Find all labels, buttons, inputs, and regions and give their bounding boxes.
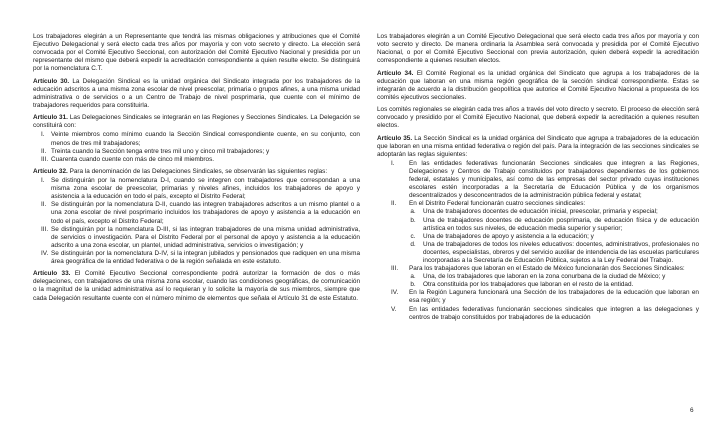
list-item (33, 131, 360, 147)
sub-item-letter: b. (410, 216, 416, 224)
article-30 (33, 78, 360, 110)
sub-item (403, 208, 699, 216)
list-item (33, 148, 360, 156)
list-item (33, 226, 360, 250)
item-number: I. (41, 177, 45, 185)
paragraph: Los trabajadores elegirán a un Comité Ejecutivo Delegacional que será electo cada tres años por mayoría y con voto secreto y directo. De manera ordinaria la Asamblea será convocada y presidida por el Comité Ejecutivo Nacional, o por el Comité Ejecutivo Seccional con previa autorización, quien deberá expedir la acreditación correspondiente a quienes resulten electos. (377, 33, 699, 65)
article-label: Artículo 30. (33, 77, 70, 85)
item-text: Se distinguirán por la nomenclatura D-III, si las integran trabajadores de una misma unidad administrativa, de servicios o investigación. Para el Distrito Federal por el personal de apoyo y asistencia a la educación adscrito a una zona escolar, un plantel, unidad administrativa, servicios o investigación; y (51, 225, 360, 249)
article-32 (33, 168, 360, 176)
article-label: Artículo 35. (377, 134, 413, 142)
item-text: Treinta cuando la Sección tenga entre tres mil uno y cinco mil trabajadores; y (51, 147, 270, 155)
item-text: Se distinguirán por la nomenclatura D-IV, si la integran jubilados y pensionados que radiquen en una misma área geográfica de la entidad federativa o de la región señalada en este estatuto. (51, 249, 360, 265)
list-item (33, 177, 360, 201)
list-item (377, 306, 699, 322)
sub-item-letter: c. (410, 232, 416, 240)
article-32-list (33, 177, 360, 266)
item-number: II. (391, 200, 397, 208)
article-33 (33, 270, 360, 302)
article-label: Artículo 32. (33, 167, 68, 175)
sub-item-text: Una de trabajadores de todos los niveles educativos: docentes, administrativos, profesionales no docentes, especialistas, obreros y del servicio auxiliar de intendencia de las escuelas particulares incorporadas a la Secretaría de Educación Pública, sujetos a la Ley Federal del Trabajo. (423, 240, 700, 264)
list-item (33, 201, 360, 225)
sub-item-text: Una de trabajadores docentes de educación posprimaria, de educación física y de educación artística en todos sus niveles, de educación media superior y superior; (423, 216, 699, 232)
sub-item-text: Otra constituida por los trabajadores que laboran en el resto de la entidad. (423, 281, 634, 289)
sub-item (403, 273, 699, 281)
left-column (33, 33, 360, 307)
sub-item (403, 233, 699, 241)
item-text: Se distinguirán por la nomenclatura D-I, cuando se integren con trabajadores que correspondan a una misma zona escolar de preescolar, primarias y niveles afines, incluidos los trabajadores de apoyo y asistencia a la educación en todo el país, excepto el Distrito Federal; (51, 177, 360, 201)
article-text: La Sección Sindical es la unidad orgánica del Sindicato que agrupa a trabajadores de la educación que laboran en una misma entidad federativa o región del país. Para la integración de las secciones sindicales se adoptarán las reglas siguientes: (377, 134, 699, 158)
list-item (377, 160, 699, 200)
item-text: En el Distrito Federal funcionarán cuatro secciones sindicales: (409, 200, 586, 208)
item-number: I. (41, 131, 45, 139)
article-text: El Comité Ejecutivo Seccional correspondiente podrá autorizar la formación de dos o más delegaciones, con trabajadores de una misma zona escolar, cuando las condiciones geográficas, de comunicación o la magnitud de la unidad administrativa así lo requieran y lo solicite la mayoría de sus miembros, siempre que cada Delegación resultante cuente con el número mínimo de elementos que señala el Artículo 31 de este Estatuto. (33, 270, 360, 302)
article-text: Las Delegaciones Sindicales se integrarán en las Regiones y Secciones Sindicales. La Delegación se constituirá con: (33, 114, 360, 130)
item-number: I. (391, 159, 395, 167)
page-number: 6 (690, 407, 694, 414)
article-35-list (377, 160, 699, 322)
item-number: V. (391, 305, 397, 313)
article-label: Artículo 31. (33, 114, 68, 122)
sub-item-letter: a. (410, 273, 416, 281)
item-text: Se distinguirán por la nomenclatura D-II, cuando las integren trabajadores adscritos a un mismo plantel o a una zona escolar de nivel posprimario incluidos los trabajadores de apoyo y asistencia a la educación en todo el país, excepto el Distrito Federal; (51, 201, 360, 225)
item-number: IV. (41, 249, 49, 257)
paragraph: Los comités regionales se elegirán cada tres años a través del voto directo y secreto. El proceso de elección será convocado y presidido por el Comité Ejecutivo Nacional, que deberá expedir la acreditación a quienes resulten electos. (377, 106, 699, 130)
sub-item-text: Una de trabajadores docentes de educación inicial, preescolar, primaria y especial; (423, 208, 658, 216)
article-text: Para la denominación de las Delegaciones Sindicales, se observarán las siguientes reglas: (67, 167, 328, 175)
list-item (33, 156, 360, 164)
article-label: Artículo 34. (377, 69, 414, 77)
sub-item (403, 241, 699, 265)
paragraph: Los trabajadores elegirán a un Representante que tendrá las mismas obligaciones y atribuciones que el Comité Ejecutivo Delegacional y será electo cada tres años por mayoría y con voto secreto y directo. La elección será convocada por el Comité Ejecutivo Seccional, con autorización del Comité Ejecutivo Nacional y presidida por un representante del mismo que deberá expedir la acreditación correspondiente a quien resulte electo. Se distinguirá por la nomenclatura C.T. (33, 33, 360, 73)
sub-item-letter: b. (410, 281, 416, 289)
article-31-list (33, 131, 360, 163)
item-text: En las entidades federativas funcionarán secciones sindicales que integren a las delegaciones y centros de trabajo constituidos por trabajadores de la educación (409, 305, 699, 321)
article-text: El Comité Regional es la unidad orgánica del Sindicato que agrupa a los trabajadores de la educación que laboran en una misma región geográfica de la sección sindical correspondiente. Estas se integrarán de acuerdo a la distribución geopolítica que autorice el Comité Ejecutivo Nacional a propuesta de los comités ejecutivos seccionales. (377, 69, 699, 101)
article-35 (377, 135, 699, 159)
article-34 (377, 70, 699, 102)
article-label: Artículo 33. (33, 270, 71, 278)
item-number: III. (41, 225, 49, 233)
item-number: II. (41, 201, 47, 209)
item-number: III. (41, 155, 49, 163)
list-item (377, 265, 699, 273)
sub-item-text: Una de trabajadores de apoyo y asistencia a la educación; y (423, 232, 594, 240)
sub-item-letter: d. (410, 240, 416, 248)
article-text: La Delegación Sindical es la unidad orgánica del Sindicato integrada por los trabajadores de la educación adscritos a una misma zona escolar de nivel preescolar, primaria o grupos afines, a una misma unidad administrativa o de servicios o a un Centro de Trabajo de nivel posprimaria, que cuente con el mínimo de trabajadores requeridos para constituirla. (33, 77, 360, 109)
sub-item (403, 217, 699, 233)
item-number: IV. (391, 289, 399, 297)
item-text: Cuarenta cuando cuente con más de cinco mil miembros. (51, 155, 215, 163)
right-column (377, 33, 699, 326)
sub-item-text: Una, de los trabajadores que laboran en la zona conurbana de la ciudad de México; y (423, 273, 666, 281)
article-31 (33, 114, 360, 130)
sub-item (403, 281, 699, 289)
sub-item-letter: a. (410, 208, 416, 216)
list-item (377, 200, 699, 208)
item-text: Para los trabajadores que laboran en el Estado de México funcionarán dos Secciones Sindicales: (409, 265, 685, 273)
list-item (33, 250, 360, 266)
item-text: En las entidades federativas funcionarán Secciones sindicales que integren a las Regiones, Delegaciones y Centros de Trabajo constituidos por trabajadores dependientes de los gobiernos federal, estatales y municipales, así como de las empresas del sector privado cuyas instituciones escolares estén incorporadas a la Secretaría de Educación Pública y de los organismos descentralizados y desconcentrados de la administración pública federal y estatal; (409, 159, 699, 200)
item-number: III. (391, 265, 399, 273)
item-text: Veinte miembros como mínimo cuando la Sección Sindical correspondiente cuente, en su conjunto, con menos de tres mil trabajadores; (51, 131, 360, 147)
item-number: II. (41, 147, 47, 155)
item-text: En la Región Lagunera funcionará una Sección de los trabajadores de la educación que laboran en esa región; y (409, 289, 699, 305)
list-item (377, 289, 699, 305)
